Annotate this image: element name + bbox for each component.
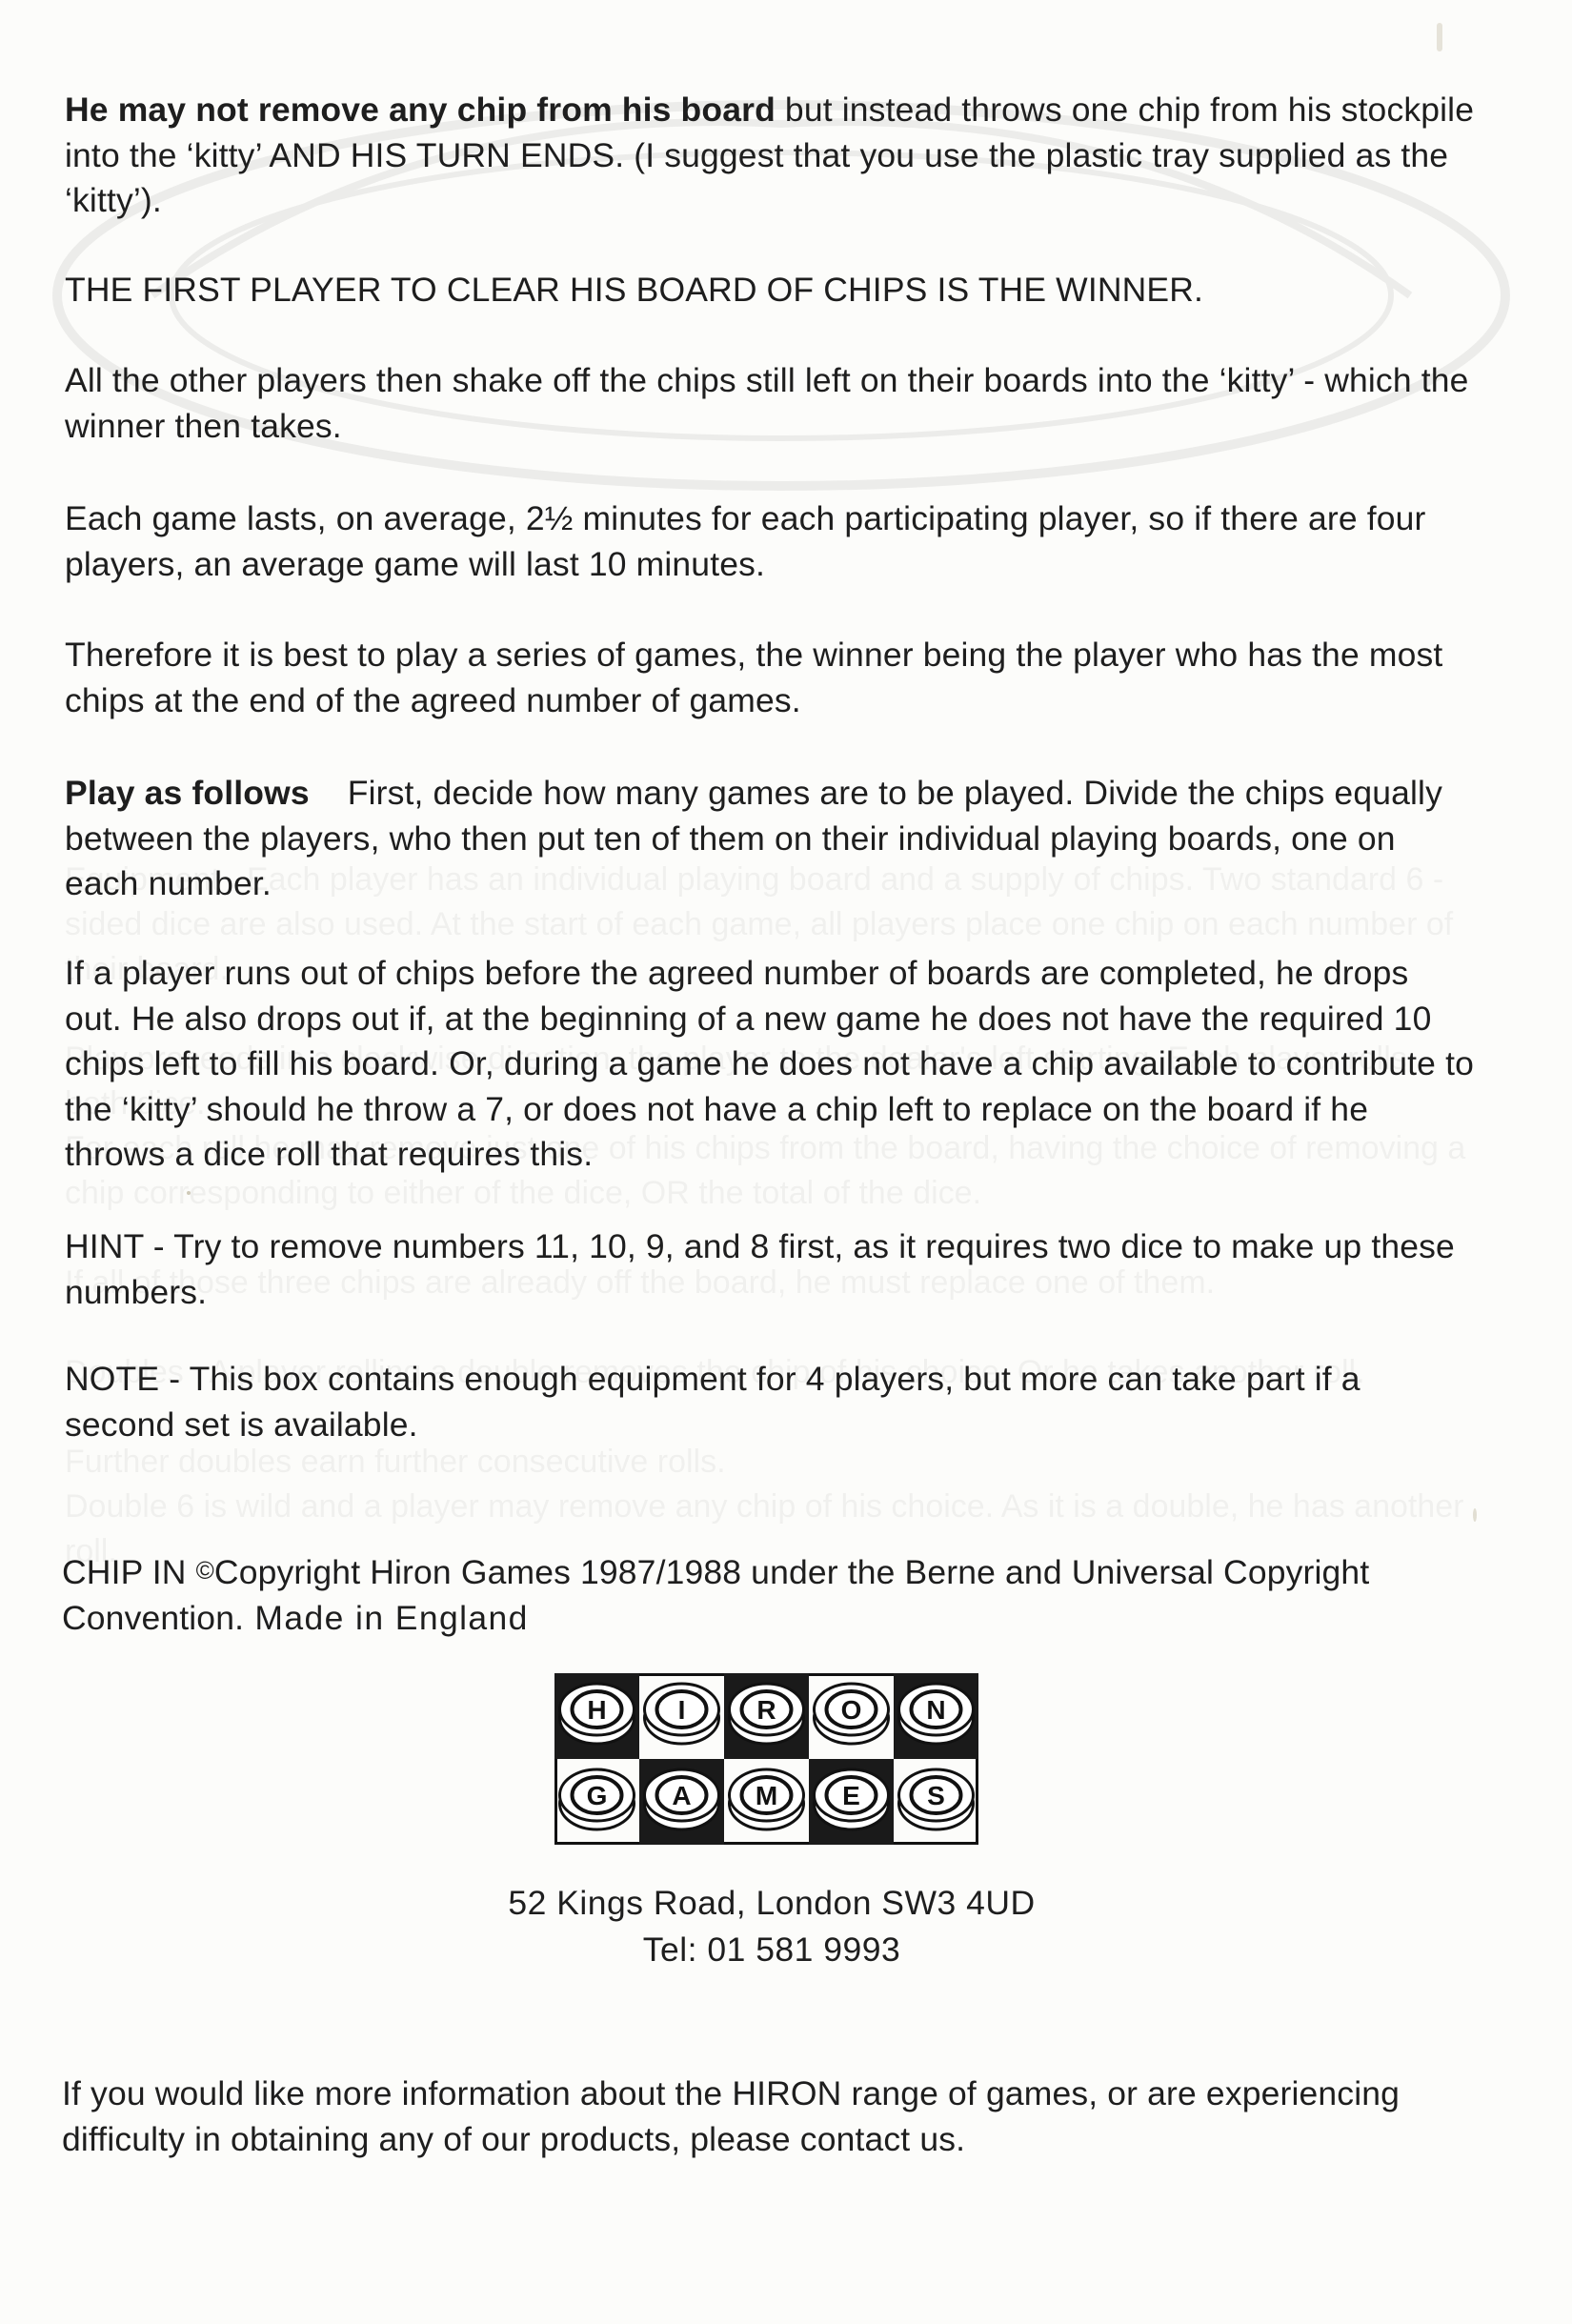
play-as-follows-paragraph xyxy=(65,771,1475,907)
paper-speck xyxy=(1473,1508,1477,1522)
logo-letter: S xyxy=(927,1781,945,1810)
hint-paragraph: HINT - Try to remove numbers 11, 10, 9, and 8 first, as it requires two dice to make up these numbers. xyxy=(65,1227,1455,1311)
logo-letter: I xyxy=(677,1695,686,1725)
copyright-paragraph xyxy=(62,1548,1472,1641)
logo-chip-a xyxy=(645,1769,719,1829)
series-paragraph: Therefore it is best to play a series of games, the winner being the player who has the most chips at the end of the agreed number of games. xyxy=(65,636,1443,719)
logo-chip-i xyxy=(645,1684,719,1744)
logo-letter: R xyxy=(756,1695,776,1725)
copyright-text: Copyright Hiron Games 1987/1988 under the Berne and Universal Copyright Convention. xyxy=(62,1553,1370,1637)
logo-chip-o xyxy=(815,1684,889,1744)
play-as-follows-heading: Play as follows xyxy=(65,774,310,812)
product-name: CHIP IN xyxy=(62,1553,196,1591)
contact-paragraph: If you would like more information about the HIRON range of games, or are experiencing difficulty in obtaining any of our products, please contact us. xyxy=(62,2074,1401,2158)
logo-chip-m xyxy=(730,1769,804,1829)
logo-chip-g xyxy=(560,1769,635,1829)
logo-letter: G xyxy=(586,1781,608,1810)
logo-letter: O xyxy=(840,1695,862,1725)
logo-chip-r xyxy=(730,1684,804,1744)
logo-letter: M xyxy=(755,1781,778,1810)
logo-letter: N xyxy=(926,1695,946,1725)
company-phone: Tel: 01 581 9993 xyxy=(642,1930,901,1969)
kitty-paragraph xyxy=(65,88,1475,224)
game-duration-paragraph: Each game lasts, on average, 2½ minutes for each participating player, so if there are four players, an average game will last 10 minutes. xyxy=(65,499,1426,583)
logo-chip-e xyxy=(815,1769,889,1829)
play-as-follows-text: First, decide how many games are to be played. Divide the chips equally between the players, who then put ten of them on their individual playing boards, one on each number. xyxy=(65,774,1442,902)
kitty-rule-emphasis: He may not remove any chip from his board xyxy=(65,91,776,129)
logo-letter: A xyxy=(672,1781,692,1810)
logo-chip-h xyxy=(560,1684,635,1744)
logo-chip-s xyxy=(899,1769,974,1829)
dropout-paragraph: If a player runs out of chips before the agreed number of boards are completed, he drops out. He also drops out if, at the beginning of a new game he does not have the required 10 chips left to fill his board. Or, during a game he does not have a chip available to contribute to the ‘kitty’ should he throw a 7, or does not have a chip left to replace on the board if he throws a dice roll that requires this. xyxy=(65,954,1474,1173)
logo-letter: H xyxy=(587,1695,607,1725)
paper-speck xyxy=(187,1191,191,1195)
kitty-rule-text: but instead throws one chip from his stockpile into the ‘kitty’ AND HIS TURN ENDS. (I suggest that you use the plastic tray supplied as the ‘kitty’). xyxy=(65,91,1475,219)
other-players-paragraph: All the other players then shake off the chips still left on their boards into the ‘kitty’ - which the winner then takes. xyxy=(65,361,1469,445)
logo-letter: E xyxy=(842,1781,860,1810)
copyright-symbol: © xyxy=(195,1556,214,1585)
paper-speck xyxy=(1437,23,1442,51)
logo-chip-n xyxy=(899,1684,974,1744)
note-paragraph: NOTE - This box contains enough equipment for 4 players, but more can take part if a second set is available. xyxy=(65,1360,1360,1444)
company-address: 52 Kings Road, London SW3 4UD xyxy=(508,1884,1036,1922)
hiron-games-logo xyxy=(554,1673,978,1845)
made-in-text: Made in England xyxy=(244,1598,529,1637)
winner-paragraph: THE FIRST PLAYER TO CLEAR HIS BOARD OF CHIPS IS THE WINNER. xyxy=(65,271,1204,309)
